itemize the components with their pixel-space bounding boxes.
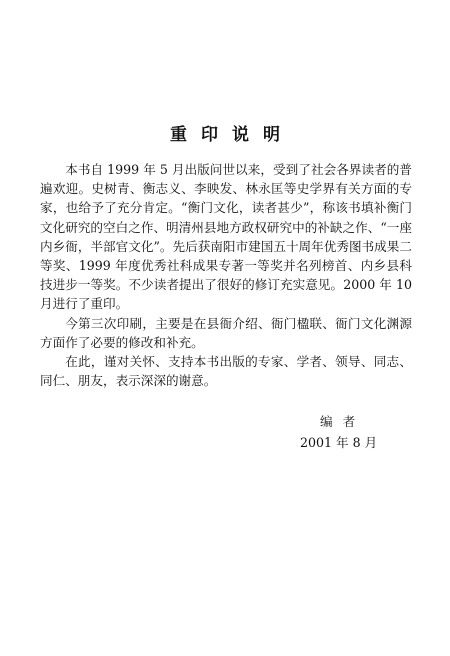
paragraph-2: 今第三次印刷，主要是在县衙介绍、衙门楹联、衙门文化渊源方面作了必要的修改和补充。 [40,315,412,350]
page-title: 重印说明 [170,125,294,145]
paragraph-3: 在此，谨对关怀、支持本书出版的专家、学者、领导、同志、同仁、朋友，表示深深的谢意。 [40,354,412,389]
body-text [40,160,412,390]
signature-date: 2001 年 8 月 [300,435,378,450]
signature-author: 编者 [320,414,366,429]
paragraph-1: 本书自 1999 年 5 月出版问世以来，受到了社会各界读者的普遍欢迎。史树青、衡志义、李映发、林永匡等史学界有关方面的专家，也给予了充分肯定。“衡门文化，读者甚少”，称该书填补衡门文化研究的空白之作、明清州县地方政权研究中的补缺之作、“一座内乡衙，半部官文化”。先后获南阳市建国五十周年优秀图书成果二等奖、1999 年度优秀社科成果专著一等奖并名列榜首、内乡县科技进步一等奖。不少读者提出了很好的修订充实意见。2000 年 10 月进行了重印。 [40,162,412,312]
